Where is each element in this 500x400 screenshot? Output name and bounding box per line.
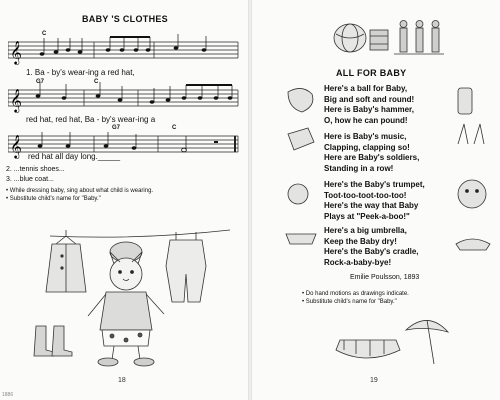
hand-motion-illustrations-right [452, 84, 496, 264]
hands-soldiers-icon [458, 124, 484, 144]
page-number: 19 [370, 377, 378, 384]
poem-line: Here is Baby's music, [324, 132, 407, 141]
poem-stanza-3 [324, 180, 425, 222]
poem-line: Here is Baby's hammer, [324, 105, 414, 114]
poem-line: Toot-too-toot-too-too! [324, 190, 407, 200]
poem-line: Clapping, clapping so! [324, 142, 410, 152]
poem-line: Keep the Baby dry! [324, 236, 397, 246]
cradle-umbrella-illustration [326, 310, 456, 370]
hand-motion-illustrations [282, 84, 322, 264]
hand-ball-icon [288, 88, 313, 112]
music-staff-1 [8, 34, 240, 70]
verse-2: 2. ...tennis shoes... [6, 166, 65, 173]
note-text: While dressing baby, sing about what child is wearing. [9, 188, 154, 194]
clothesline-cat-illustration [30, 222, 240, 372]
poem-title: ALL FOR BABY [336, 68, 407, 78]
song-notes [6, 187, 242, 203]
verse-3: 3. ...blue coat... [6, 176, 54, 183]
cradle-icon [336, 340, 400, 358]
page-number: 18 [118, 377, 126, 384]
poem-line: Here are Baby's soldiers, [324, 153, 420, 162]
toys-illustration [322, 14, 472, 58]
note-text: Do hand motions as drawings indicate. [305, 291, 409, 297]
svg-text:𝄞: 𝄞 [10, 134, 22, 158]
poem-stanza-4 [324, 226, 419, 268]
poem-stanza-1 [324, 84, 414, 126]
poem-line: Big and soft and round! [324, 94, 415, 104]
hand-clap-icon [288, 128, 314, 150]
hand-umbrella-icon [286, 234, 316, 244]
note-text: Substitute child's name for "Baby." [305, 299, 397, 305]
peekaboo-face-icon [458, 180, 486, 208]
svg-text:𝄞: 𝄞 [10, 88, 22, 112]
poem-line: Here's the way that Baby [324, 201, 419, 210]
poem-line: Rock-a-baby-bye! [324, 257, 392, 267]
poem-line: Standing in a row! [324, 163, 394, 173]
poem-credit: Emilie Poulsson, 1893 [350, 274, 420, 281]
lyrics-line-2: red hat, red hat, Ba - by's wear-ing a [26, 115, 156, 124]
note-item: • While dressing baby, sing about what child is wearing. [6, 188, 154, 194]
note-text: Substitute child's name for "Baby." [9, 196, 101, 202]
poem-stanza-2 [324, 132, 419, 174]
chord-label: C [172, 125, 177, 131]
poem-line: Here's a ball for Baby, [324, 84, 408, 93]
svg-text:𝄞: 𝄞 [10, 40, 22, 64]
note-item: • Substitute child's name for "Baby." [6, 196, 101, 202]
note-item: • Do hand motions as drawings indicate. [302, 291, 409, 297]
chord-label: G7 [112, 125, 121, 131]
poem-line: Plays at "Peek-a-boo!" [324, 211, 410, 221]
right-page [252, 0, 500, 400]
poem-line: Here's the Baby's trumpet, [324, 180, 425, 189]
lyrics-line-3: red hat all day long._____ [28, 152, 121, 161]
corner-mark: 1886 [2, 392, 14, 398]
hand-trumpet-icon [288, 184, 308, 204]
note-item: • Substitute child's name for "Baby." [302, 299, 397, 305]
lyrics-line-1: 1. Ba - by's wear-ing a red hat, [26, 68, 135, 77]
left-page [0, 0, 248, 400]
chord-label: C [94, 79, 99, 85]
poem-notes [302, 290, 492, 306]
hand-hammer-icon [458, 88, 472, 114]
music-staff-2 [8, 82, 240, 118]
chord-label: G7 [36, 79, 45, 85]
poem-line: O, how he can pound! [324, 115, 408, 125]
hands-cradle-icon [456, 239, 490, 250]
chord-label: C [42, 31, 47, 37]
poem-line: Here's the Baby's cradle, [324, 247, 419, 256]
song-title: BABY 'S CLOTHES [82, 14, 168, 24]
poem-line: Here's a big umbrella, [324, 226, 407, 235]
